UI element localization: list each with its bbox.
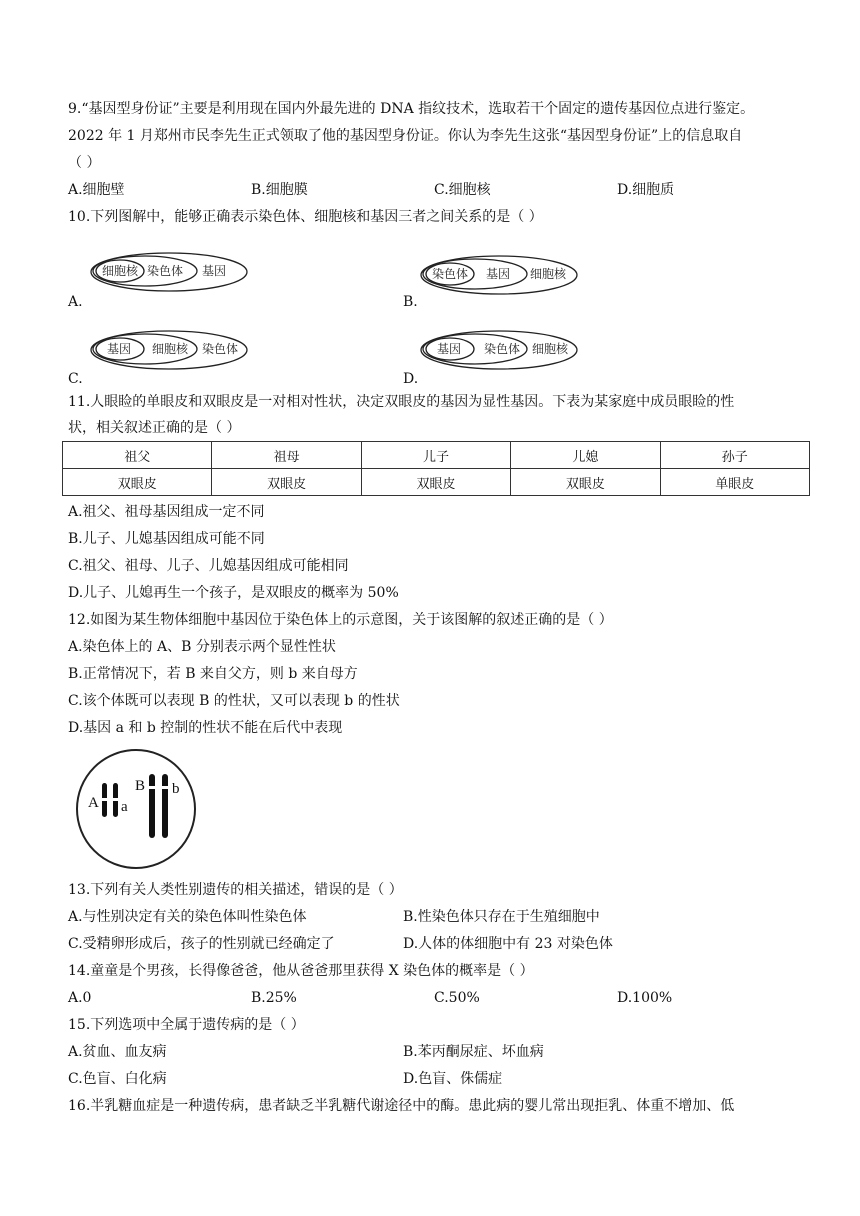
table-header-cell: 祖母 <box>212 442 361 469</box>
q12-chromosome-figure <box>68 748 208 877</box>
q9-stem-line1: 9.“基因型身份证”主要是利用现在国内外最先进的 DNA 指纹技术，选取若干个固定的遗传基因位点进行鉴定。 <box>68 101 755 117</box>
table-header-cell: 儿媳 <box>511 442 660 469</box>
q15-stem: 15.下列选项中全属于遗传病的是（ ） <box>68 1017 305 1033</box>
q12-option-d[interactable]: D.基因 a 和 b 控制的性状不能在后代中表现 <box>68 720 343 736</box>
q11-option-b[interactable]: B.儿子、儿媳基因组成可能不同 <box>68 531 265 547</box>
q10-d-label-3: 细胞核 <box>532 342 569 356</box>
table-row <box>63 469 810 496</box>
q9-stem-line3: （ ） <box>68 155 101 171</box>
q10-b-label-2: 基因 <box>486 267 511 281</box>
q13-option-d[interactable]: D.人体的体细胞中有 23 对染色体 <box>403 936 613 952</box>
q9-stem-line2: 2022 年 1 月郑州市民李先生正式领取了他的基因型身份证。你认为李先生这张“基因型身份证”上的信息取自 <box>68 128 743 144</box>
table-cell: 双眼皮 <box>212 469 361 496</box>
table-header-cell: 儿子 <box>361 442 510 469</box>
table-header-row <box>63 442 810 469</box>
q12-gene-label-a: a <box>121 799 128 815</box>
q14-option-d[interactable]: D.100% <box>617 990 673 1006</box>
q11-stem-line1: 11.人眼睑的单眼皮和双眼皮是一对相对性状，决定双眼皮的基因为显性基因。下表为某家庭中成员眼睑的性 <box>68 394 735 410</box>
q10-a-label-3: 基因 <box>202 264 227 278</box>
q10-d-label-1: 基因 <box>437 342 462 356</box>
table-header-cell: 祖父 <box>63 442 212 469</box>
table-cell: 双眼皮 <box>361 469 510 496</box>
q10-diagram-b <box>420 255 580 301</box>
q10-option-d[interactable]: D. <box>403 371 419 387</box>
q12-option-c[interactable]: C.该个体既可以表现 B 的性状，又可以表现 b 的性状 <box>68 693 400 709</box>
q11-option-a[interactable]: A.祖父、祖母基因组成一定不同 <box>68 504 265 520</box>
q13-option-a[interactable]: A.与性别决定有关的染色体叫性染色体 <box>68 909 307 925</box>
q13-option-c[interactable]: C.受精卵形成后，孩子的性别就已经确定了 <box>68 936 335 952</box>
q10-c-label-2: 细胞核 <box>152 342 189 356</box>
q10-c-label-1: 基因 <box>107 342 132 356</box>
q11-option-d[interactable]: D.儿子、儿媳再生一个孩子，是双眼皮的概率为 50% <box>68 585 399 601</box>
q10-option-b[interactable]: B. <box>403 294 418 310</box>
q10-diagram-c <box>90 330 250 376</box>
q16-stem-line1: 16.半乳糖血症是一种遗传病，患者缺乏半乳糖代谢途径中的酶。患此病的婴儿常出现拒乳、体重不增加、低 <box>68 1098 735 1114</box>
q12-option-b[interactable]: B.正常情况下，若 B 来自父方，则 b 来自母方 <box>68 666 358 682</box>
q10-b-label-3: 细胞核 <box>530 267 567 281</box>
q13-option-b[interactable]: B.性染色体只存在于生殖细胞中 <box>403 909 600 925</box>
q9-option-a[interactable]: A.细胞壁 <box>68 182 125 198</box>
q10-option-a[interactable]: A. <box>68 294 83 310</box>
q11-stem-line2: 状，相关叙述正确的是（ ） <box>68 420 241 436</box>
q10-diagram-d <box>420 330 580 376</box>
q12-gene-label-B: B <box>135 778 146 794</box>
q10-c-label-3: 染色体 <box>202 342 239 356</box>
q10-option-c[interactable]: C. <box>68 371 83 387</box>
q11-option-c[interactable]: C.祖父、祖母、儿子、儿媳基因组成可能相同 <box>68 558 349 574</box>
q12-stem: 12.如图为某生物体细胞中基因位于染色体上的示意图，关于该图解的叙述正确的是（ ） <box>68 612 613 628</box>
q12-gene-label-b: b <box>172 781 180 797</box>
q14-option-b[interactable]: B.25% <box>251 990 297 1006</box>
q15-option-d[interactable]: D.色盲、侏儒症 <box>403 1071 503 1087</box>
q10-a-label-1: 细胞核 <box>102 264 139 278</box>
q10-a-label-2: 染色体 <box>147 264 184 278</box>
q10-d-label-2: 染色体 <box>484 342 521 356</box>
q12-option-a[interactable]: A.染色体上的 A、B 分别表示两个显性性状 <box>68 639 336 655</box>
q9-option-d[interactable]: D.细胞质 <box>617 182 675 198</box>
q14-option-c[interactable]: C.50% <box>434 990 480 1006</box>
q13-stem: 13.下列有关人类性别遗传的相关描述，错误的是（ ） <box>68 882 403 898</box>
q15-option-b[interactable]: B.苯丙酮尿症、坏血病 <box>403 1044 544 1060</box>
q14-option-a[interactable]: A.0 <box>68 990 92 1006</box>
q14-stem: 14.童童是个男孩，长得像爸爸，他从爸爸那里获得 X 染色体的概率是（ ） <box>68 963 534 979</box>
q15-option-a[interactable]: A.贫血、血友病 <box>68 1044 167 1060</box>
table-cell: 双眼皮 <box>511 469 660 496</box>
q15-option-c[interactable]: C.色盲、白化病 <box>68 1071 167 1087</box>
q10-diagram-a <box>90 252 250 298</box>
q12-gene-label-A: A <box>88 795 99 811</box>
table-cell: 双眼皮 <box>63 469 212 496</box>
q10-b-label-1: 染色体 <box>432 267 469 281</box>
q9-option-b[interactable]: B.细胞膜 <box>251 182 308 198</box>
table-header-cell: 孙子 <box>660 442 809 469</box>
table-cell: 单眼皮 <box>660 469 809 496</box>
q11-table <box>62 441 810 496</box>
q9-option-c[interactable]: C.细胞核 <box>434 182 491 198</box>
q10-stem: 10.下列图解中，能够正确表示染色体、细胞核和基因三者之间关系的是（ ） <box>68 209 543 225</box>
